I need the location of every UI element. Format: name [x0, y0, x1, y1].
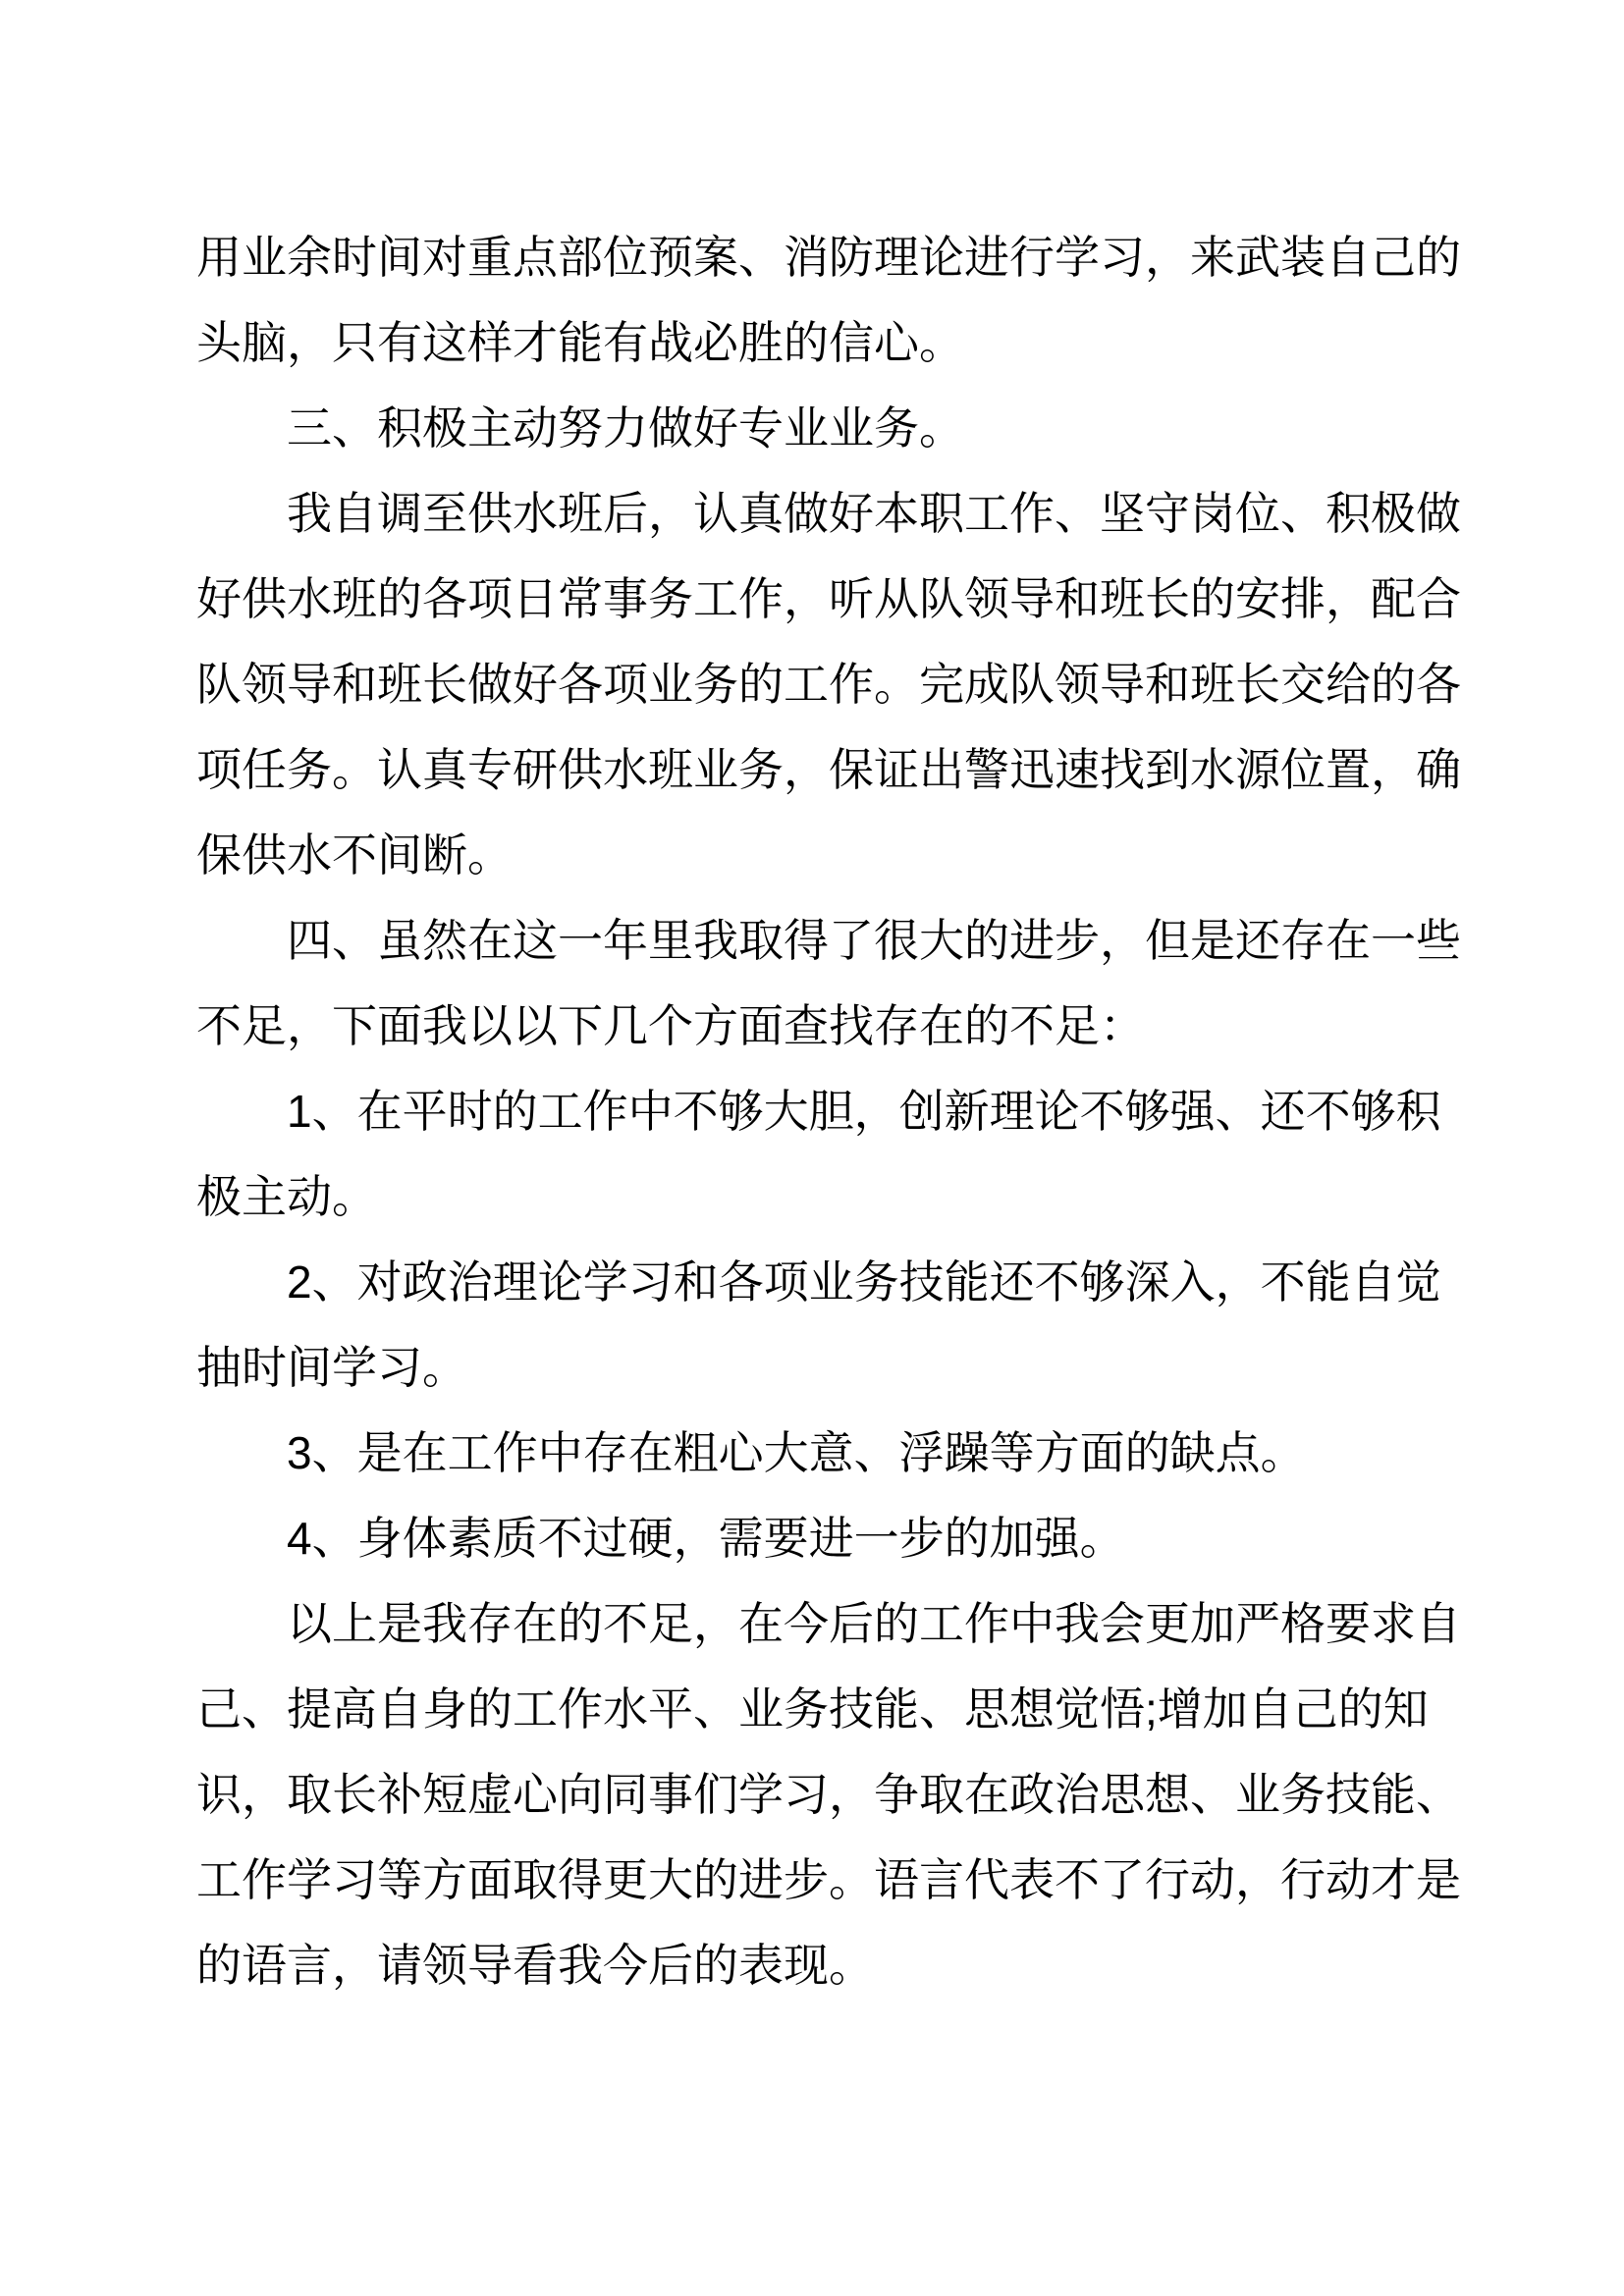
document-body-text [196, 215, 1461, 2008]
list-item-line: 3、是在工作中存在粗心大意、浮躁等方面的缺点。 [287, 1427, 1306, 1478]
text-line: 队领导和班长做好各项业务的工作。完成队领导和班长交给的各 [196, 659, 1461, 710]
text-line: 保供水不间断。 [196, 829, 513, 881]
text-line: 好供水班的各项日常事务工作，听从队领导和班长的安排，配合 [196, 573, 1461, 624]
list-item-line: 2、对政治理论学习和各项业务技能还不够深入，不能自觉 [287, 1256, 1441, 1308]
text-line: 项任务。认真专研供水班业务，保证出警迅速找到水源位置，确 [196, 744, 1461, 795]
text-line: 以上是我存在的不足，在今后的工作中我会更加严格要求自 [287, 1598, 1461, 1649]
section-heading-line: 四、虽然在这一年里我取得了很大的进步，但是还存在一些 [287, 915, 1461, 966]
text-line: 头脑，只有这样才能有战必胜的信心。 [196, 317, 964, 368]
text-line: 不足，下面我以以下几个方面查找存在的不足： [196, 1000, 1145, 1051]
text-line: 识，取长补短虚心向同事们学习，争取在政治思想、业务技能、 [196, 1769, 1461, 1820]
text-line: 己、提高自身的工作水平、业务技能、思想觉悟;增加自己的知 [196, 1683, 1429, 1735]
text-line: 抽时间学习。 [196, 1342, 467, 1393]
list-item-line: 4、身体素质不过硬，需要进一步的加强。 [287, 1513, 1125, 1564]
text-line: 的语言，请领导看我今后的表现。 [196, 1940, 874, 1991]
list-item-line: 1、在平时的工作中不够大胆，创新理论不够强、还不够积 [287, 1086, 1441, 1137]
text-line: 我自调至供水班后，认真做好本职工作、坚守岗位、积极做 [287, 488, 1461, 539]
text-line: 用业余时间对重点部位预案、消防理论进行学习，来武装自己的 [196, 232, 1461, 283]
text-line: 极主动。 [196, 1171, 377, 1222]
section-heading-line: 三、积极主动努力做好专业业务。 [287, 402, 964, 454]
text-line: 工作学习等方面取得更大的进步。语言代表不了行动，行动才是 [196, 1854, 1461, 1905]
